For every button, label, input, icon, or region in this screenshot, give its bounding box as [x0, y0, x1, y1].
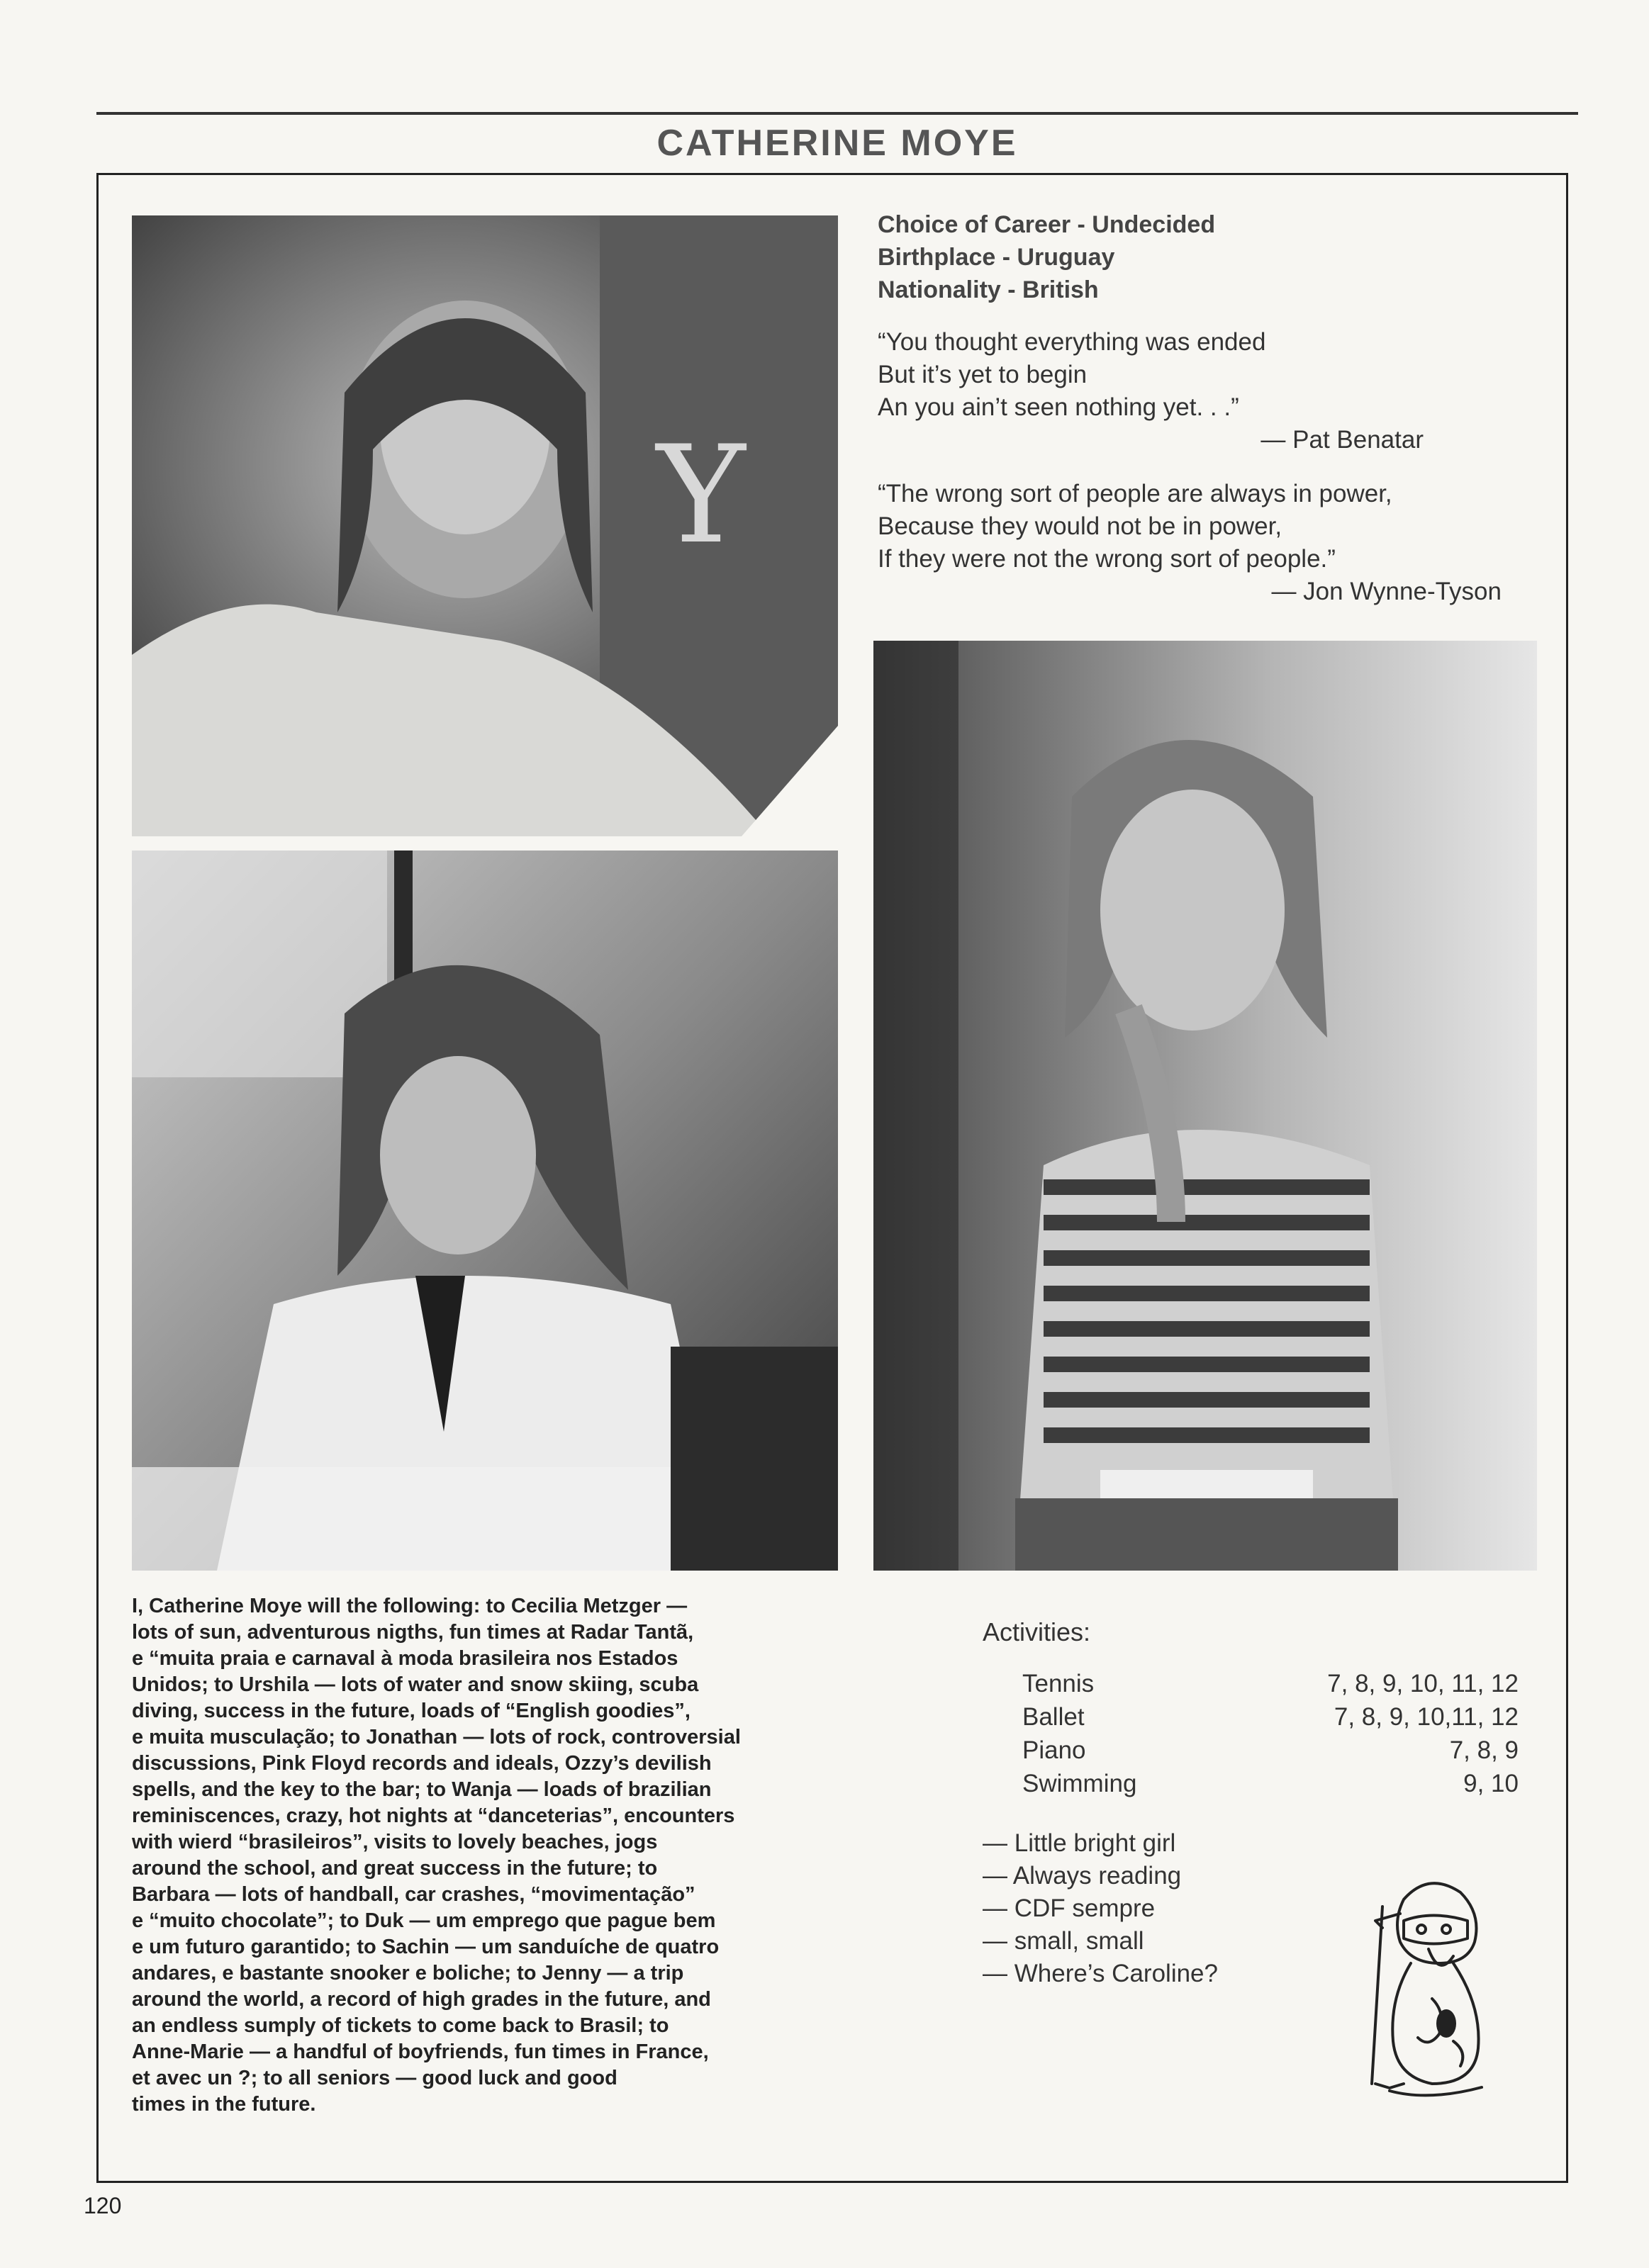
- career-fact: Choice of Career - Undecided: [878, 211, 1216, 238]
- will-line: Unidos; to Urshila — lots of water and snow skiing, scuba: [132, 1673, 699, 1696]
- will-line: e “muito chocolate”; to Duk — um emprego que pague bem: [132, 1909, 716, 1932]
- will-line: diving, success in the future, loads of “English goodies”,: [132, 1700, 691, 1722]
- activity-row: [1022, 1670, 1519, 1703]
- quote-line: Because they would not be in power,: [878, 512, 1282, 540]
- quote-attribution: — Jon Wynne-Tyson: [1271, 578, 1502, 605]
- activity-row: [1022, 1703, 1519, 1736]
- will-line: around the school, and great success in the future; to: [132, 1857, 658, 1880]
- striped-shirt-photo: [873, 641, 1537, 1571]
- note-item: — Where’s Caroline?: [983, 1960, 1218, 1987]
- will-line: e “muita praia e carnaval à moda brasileira nos Estados: [132, 1647, 678, 1670]
- note-item: — small, small: [983, 1927, 1144, 1955]
- activity-name: Tennis: [1022, 1670, 1095, 1697]
- writing-photo: [132, 850, 838, 1571]
- will-line: I, Catherine Moye will the following: to Cecilia Metzger —: [132, 1595, 688, 1617]
- activity-years: 7, 8, 9, 10, 11, 12: [1327, 1670, 1519, 1697]
- activity-name: Swimming: [1022, 1770, 1137, 1797]
- will-line: Anne-Marie — a handful of boyfriends, fun times in France,: [132, 2040, 709, 2063]
- activity-years: 7, 8, 9, 10,11, 12: [1334, 1703, 1519, 1731]
- senior-will: [132, 1593, 912, 2118]
- quote-attribution: — Pat Benatar: [1260, 426, 1424, 454]
- will-line: e muita musculação; to Jonathan — lots of rock, controversial: [132, 1726, 741, 1748]
- photo-overlay-letter: Y: [656, 417, 746, 573]
- activity-name: Piano: [1022, 1736, 1086, 1764]
- nationality-fact: Nationality - British: [878, 276, 1099, 303]
- will-line: with wierd “brasileiros”, visits to lovely beaches, jogs: [132, 1831, 658, 1853]
- notes-list: [983, 1827, 1218, 1990]
- activities-list: [1022, 1670, 1519, 1803]
- personal-facts: [878, 208, 1558, 306]
- note-item: — CDF sempre: [983, 1894, 1156, 1922]
- quote-line: If they were not the wrong sort of people.”: [878, 545, 1336, 573]
- portrait-photo: [132, 215, 838, 836]
- quote-benatar: [878, 326, 1558, 456]
- will-line: lots of sun, adventurous nigths, fun times at Radar Tantã,: [132, 1621, 694, 1644]
- quote-line: An you ain’t seen nothing yet. . .”: [878, 393, 1239, 421]
- quote-line: But it’s yet to begin: [878, 361, 1088, 388]
- quote-line: “You thought everything was ended: [878, 328, 1266, 356]
- will-line: discussions, Pink Floyd records and ideals, Ozzy’s devilish: [132, 1752, 712, 1775]
- will-line: e um futuro garantido; to Sachin — um sanduíche de quatro: [132, 1936, 720, 1958]
- quote-wynne-tyson: [878, 478, 1558, 608]
- note-item: — Always reading: [983, 1862, 1182, 1890]
- will-line: Barbara — lots of handball, car crashes, “movimentação”: [132, 1883, 695, 1906]
- will-line: spells, and the key to the bar; to Wanja — loads of brazilian: [132, 1778, 712, 1801]
- will-line: reminiscences, crazy, hot nights at “danceterias”, encounters: [132, 1804, 735, 1827]
- activity-years: 9, 10: [1463, 1770, 1519, 1797]
- activity-row: [1022, 1736, 1519, 1770]
- will-line: et avec un ?; to all seniors — good luck and good: [132, 2067, 617, 2089]
- birthplace-fact: Birthplace - Uruguay: [878, 244, 1115, 271]
- will-line: andares, e bastante snooker e boliche; to Jenny — a trip: [132, 1962, 684, 1984]
- cartoon-mascot-illustration: [1361, 1871, 1496, 2098]
- page-title: CATHERINE MOYE: [656, 123, 1018, 164]
- quote-line: “The wrong sort of people are always in power,: [878, 480, 1392, 507]
- activity-years: 7, 8, 9: [1449, 1736, 1519, 1764]
- activity-row: [1022, 1770, 1519, 1803]
- note-item: — Little bright girl: [983, 1829, 1176, 1857]
- will-line: around the world, a record of high grades in the future, and: [132, 1988, 711, 2011]
- will-line: times in the future.: [132, 2093, 316, 2116]
- activities-heading: Activities:: [983, 1617, 1091, 1646]
- top-rule: [96, 112, 1578, 115]
- will-line: an endless sumply of tickets to come back to Brasil; to: [132, 2014, 669, 2037]
- page-number: 120: [84, 2193, 122, 2218]
- activity-name: Ballet: [1022, 1703, 1085, 1731]
